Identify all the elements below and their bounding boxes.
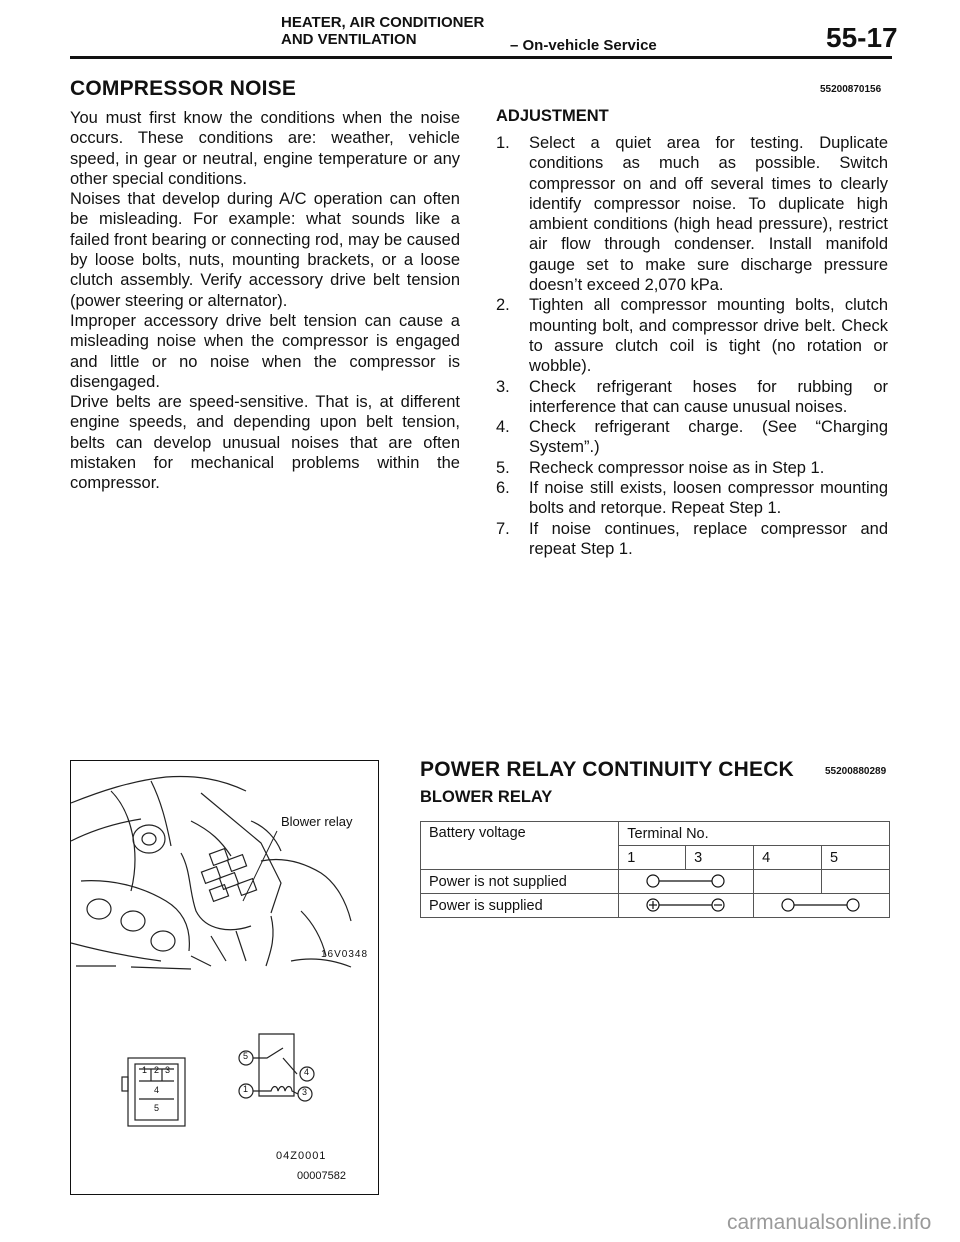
step-number: 3. xyxy=(496,377,510,396)
list-item xyxy=(496,458,888,478)
compressor-noise-body xyxy=(70,108,460,494)
adjustment-steps xyxy=(496,133,888,559)
list-item xyxy=(496,478,888,519)
section-title-line1: HEATER, AIR CONDITIONER xyxy=(281,14,485,31)
step-text: Select a quiet area for testing. Duplicate conditions as much as possible. Switch compressor on and off several times to clearly identify compressor noise. To duplicate high ambient conditions (high head pressure), restrict air flow through condenser. Install manifold gauge set to make sure discharge pressure doesn’t exceed 2,070 kPa. xyxy=(529,134,888,295)
step-text: Tighten all compressor mounting bolts, clutch mounting bolt, and compressor drive belt. Check to assure clutch coil is tight (no rotation or wobble). xyxy=(529,296,888,376)
paragraph: Noises that develop during A/C operation can often be misleading. For example: what sounds like a failed front bearing or connecting rod, may be caused by loose bolts, nuts, mounting brackets, or a loose clutch assembly. Verify accessory drive belt tension (power steering or alternator). xyxy=(70,190,460,310)
continuity-table xyxy=(420,821,890,918)
power-relay-code: 55200880289 xyxy=(825,766,887,777)
terminal-header: 5 xyxy=(822,846,890,870)
list-item xyxy=(496,417,888,458)
step-text: Check refrigerant hoses for rubbing or interference that can cause unusual noises. xyxy=(529,377,888,416)
list-item xyxy=(496,295,888,376)
step-number: 1. xyxy=(496,134,510,152)
schematic-terminal: 1 xyxy=(243,1084,249,1094)
step-text: Recheck compressor noise as in Step 1. xyxy=(529,458,825,477)
continuity-marker xyxy=(754,894,888,917)
compressor-noise-heading: COMPRESSOR NOISE xyxy=(70,77,297,100)
section-title-line2: AND VENTILATION xyxy=(281,31,417,48)
page-number: 55-17 xyxy=(826,22,898,53)
polarity-1-3 xyxy=(619,894,754,918)
schematic-terminal: 4 xyxy=(304,1067,310,1077)
pin-label: 4 xyxy=(154,1085,160,1095)
header-rule xyxy=(70,56,892,59)
adjustment-heading: ADJUSTMENT xyxy=(496,107,609,125)
terminal-header: 3 xyxy=(686,846,754,870)
schematic-terminal: 3 xyxy=(302,1087,308,1097)
continuity-4-5 xyxy=(754,894,890,918)
photo-code: 16V0348 xyxy=(321,949,369,960)
compressor-noise-code: 55200870156 xyxy=(820,84,882,95)
list-item xyxy=(496,133,888,295)
battery-voltage-header: Battery voltage xyxy=(421,822,619,870)
table-row xyxy=(421,870,890,894)
list-item xyxy=(496,519,888,560)
polarity-marker xyxy=(619,894,752,917)
subsection-title: – On-vehicle Service xyxy=(510,37,657,54)
diagram-code: 04Z0001 xyxy=(276,1150,327,1162)
pin-label: 5 xyxy=(154,1103,160,1113)
blower-relay-figure xyxy=(70,760,379,1195)
continuity-1-3 xyxy=(619,870,754,894)
pin-label: 1 xyxy=(142,1065,148,1075)
pin-label: 3 xyxy=(165,1065,171,1075)
row-label: Power is supplied xyxy=(421,894,619,918)
blower-relay-subheading: BLOWER RELAY xyxy=(420,788,553,806)
step-number: 6. xyxy=(496,479,510,498)
paragraph: Drive belts are speed-sensitive. That is, at different engine speeds, and depending upon belt tension, belts can develop unusual noises that are often mistaken for mechanical problems within the compressor. xyxy=(70,393,460,493)
step-number: 2. xyxy=(496,296,510,315)
step-number: 4. xyxy=(496,418,510,437)
pin-label: 2 xyxy=(154,1065,160,1075)
terminal-header: 1 xyxy=(619,846,686,870)
terminal-header: 4 xyxy=(754,846,822,870)
power-relay-heading: POWER RELAY CONTINUITY CHECK xyxy=(420,758,794,781)
step-number: 7. xyxy=(496,519,510,538)
paragraph: You must first know the conditions when the noise occurs. These conditions are: weather, vehicle speed, in gear or neutral, engine temperature or any other special conditions. xyxy=(70,109,460,188)
continuity-marker xyxy=(619,870,752,893)
blower-relay-callout: Blower relay xyxy=(281,814,353,829)
table-row xyxy=(421,894,890,918)
figure-number: 00007582 xyxy=(297,1170,346,1182)
step-text: Check refrigerant charge. (See “Charging System”.) xyxy=(529,418,888,457)
step-text: If noise continues, replace compressor and repeat Step 1. xyxy=(529,519,888,558)
watermark: carmanualsonline.info xyxy=(727,1211,932,1234)
schematic-terminal: 5 xyxy=(243,1051,249,1061)
step-number: 5. xyxy=(496,458,510,477)
paragraph: Improper accessory drive belt tension can cause a misleading noise when the compressor is engaged and little or no noise when the compressor is disengaged. xyxy=(70,311,460,391)
terminal-no-header: Terminal No. xyxy=(619,822,890,846)
row-label: Power is not supplied xyxy=(421,870,619,894)
list-item xyxy=(496,377,888,418)
step-text: If noise still exists, loosen compressor mounting bolts and retorque. Repeat Step 1. xyxy=(529,479,888,518)
